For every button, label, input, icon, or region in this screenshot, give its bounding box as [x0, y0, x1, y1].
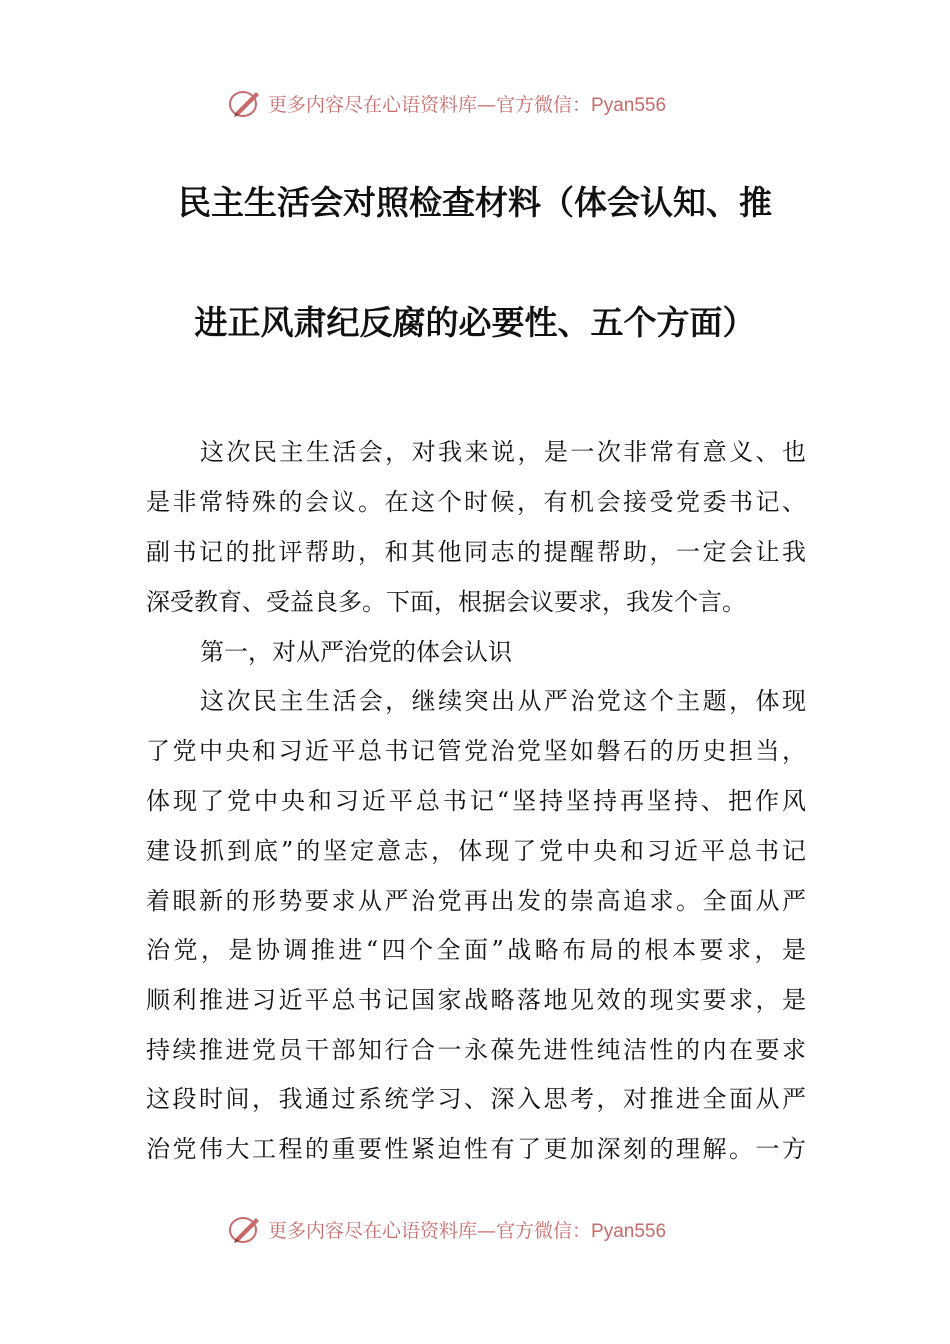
body-line: 了党中央和习近平总书记管党治党坚如磐石的历史担当， — [146, 737, 806, 765]
watermark-banner-top — [0, 84, 950, 124]
body-line: 治党，是协调推进“四个全面”战略布局的根本要求，是 — [146, 936, 806, 964]
watermark-label: 更多内容尽在心语资料库—官方微信： — [268, 94, 592, 116]
body-line: 持续推进党员干部知行合一永葆先进性纯洁性的内在要求 — [146, 1036, 806, 1064]
watermark-text — [268, 1216, 666, 1243]
body-line: 体现了党中央和习近平总书记“坚持坚持再坚持、把作风 — [146, 787, 806, 815]
document-title-line-2: 进正风肃纪反腐的必要性、五个方面） — [194, 303, 756, 342]
document-title-line-1: 民主生活会对照检查材料（体会认知、推 — [178, 183, 772, 222]
body-line: 治党伟大工程的重要性紧迫性有了更加深刻的理解。一方 — [146, 1135, 806, 1163]
pen-logo-icon — [228, 86, 262, 120]
watermark-text — [268, 90, 666, 117]
body-line: 这段时间，我通过系统学习、深入思考，对推进全面从严 — [146, 1085, 806, 1113]
watermark-label: 更多内容尽在心语资料库—官方微信： — [268, 1220, 592, 1242]
body-line: 这次民主生活会，对我来说，是一次非常有意义、也 — [200, 438, 806, 466]
body-line: 副书记的批评帮助，和其他同志的提醒帮助，一定会让我 — [146, 538, 806, 566]
watermark-banner-bottom — [0, 1210, 950, 1250]
body-line: 这次民主生活会，继续突出从严治党这个主题，体现 — [200, 687, 806, 715]
body-line: 着眼新的形势要求从严治党再出发的崇高追求。全面从严 — [146, 887, 806, 915]
body-line: 顺利推进习近平总书记国家战略落地见效的现实要求，是 — [146, 986, 806, 1014]
body-line: 建设抓到底”的坚定意志，体现了党中央和习近平总书记 — [146, 837, 806, 865]
section-heading: 第一，对从严治党的体会认识 — [200, 638, 512, 666]
watermark-handle: Pyan556 — [591, 95, 667, 116]
body-line: 是非常特殊的会议。在这个时候，有机会接受党委书记、 — [146, 488, 806, 516]
watermark-handle: Pyan556 — [591, 1221, 667, 1242]
body-line: 深受教育、受益良多。下面，根据会议要求，我发个言。 — [146, 588, 746, 616]
pen-logo-icon — [228, 1212, 262, 1246]
